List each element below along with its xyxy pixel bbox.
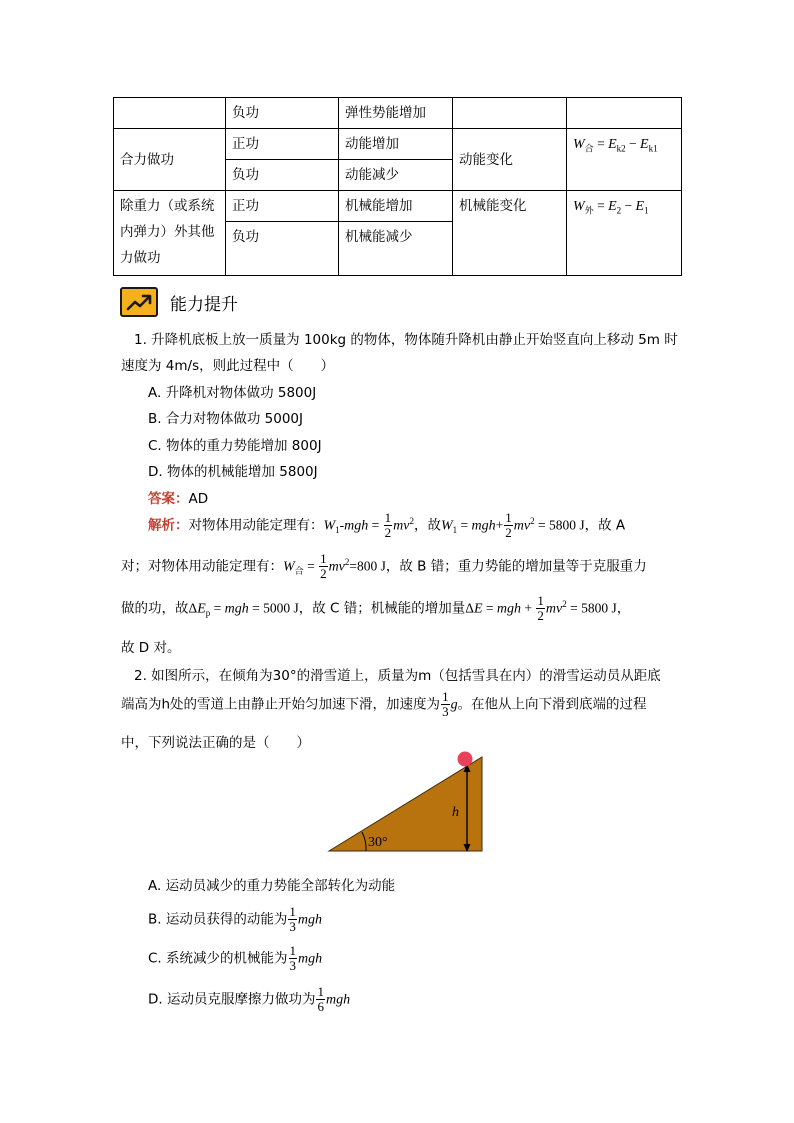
- frac-den: 3: [442, 704, 449, 719]
- table-cell: [453, 98, 567, 129]
- table-row: [114, 98, 682, 129]
- table-cell: 负功: [226, 222, 339, 276]
- analysis-label: 解析：: [148, 517, 189, 534]
- analysis-text: ，故 B 错；重力势能的增加量等于克服重力: [385, 558, 647, 575]
- q2-option-a: A. 运动员减少的重力势能全部转化为动能: [148, 878, 396, 894]
- frac-num: 1: [289, 904, 296, 919]
- analysis-text: 对物体用动能定理有：: [188, 517, 324, 534]
- mgh-term: mgh: [325, 992, 351, 1008]
- formula-cell-total-work: $W_合 = E_{k2} - E_{k1}$: [567, 129, 682, 191]
- analysis-text: 对；对物体用动能定理有：: [121, 558, 283, 575]
- angle-label: 30°: [368, 835, 388, 850]
- analysis-text: ，故: [414, 517, 441, 534]
- table-cell: 机械能变化: [453, 191, 567, 276]
- formula-cell-other-work: $W_外 = E_2 - E_1$: [567, 191, 682, 276]
- table-cell: 机械能增加: [339, 191, 453, 222]
- skier-ball: [458, 752, 473, 767]
- answer-value: AD: [188, 491, 209, 507]
- table-cell: 正功: [226, 129, 339, 160]
- table-cell: 机械能减少: [339, 222, 453, 276]
- q2-option-c: [148, 944, 322, 973]
- analysis-text: ，故 A: [584, 517, 626, 534]
- analysis-text: ，故 C 错；机械能的增加量: [298, 600, 466, 617]
- table-cell: 动能增加: [339, 129, 453, 160]
- frac-num: 1: [317, 984, 324, 999]
- q2-option-b: [148, 905, 322, 934]
- table-cell: 动能变化: [453, 129, 567, 191]
- stem-text: 端高为h处的雪道上由静止开始匀加速下滑，加速度为: [121, 696, 441, 713]
- option-text: C. 系统减少的机械能为: [148, 950, 288, 967]
- frac-den: 3: [289, 919, 296, 934]
- q2-stem-line3: 中，下列说法正确的是（ ）: [121, 735, 310, 751]
- frac-den: 6: [317, 999, 324, 1014]
- table-cell: 动能减少: [339, 160, 453, 191]
- trend-up-icon: [120, 287, 158, 317]
- height-label: h: [452, 805, 459, 820]
- q1-stem-line2: 速度为 4m/s，则此过程中（ ）: [121, 358, 335, 374]
- table-cell: 合力做功: [114, 129, 226, 191]
- analysis-text: 做的功，故: [121, 600, 189, 617]
- q1-option-b: B. 合力对物体做功 5000J: [148, 411, 303, 427]
- q1-answer: [148, 487, 208, 507]
- q1-analysis-line3: 做的功，故$\Delta E_p$ = mgh = 5000 J，故 C 错；机械能的增加量ΔE = mgh + $\frac{1}{2}$ $mv^2 = 5800$ J，: [121, 593, 631, 623]
- incline-figure: [326, 748, 488, 854]
- energy-work-table: [113, 97, 682, 276]
- stem-text: 。在他从上向下滑到底端的过程: [457, 696, 647, 713]
- mgh-term: mgh: [298, 951, 323, 967]
- mgh-term: mgh: [297, 912, 322, 928]
- table-cell: [114, 98, 226, 129]
- q1-analysis-line2: 对；对物体用动能定理有：$W_合$ = $\frac{1}{2}$ $mv^2=800$ J，故 B 错；重力势能的增加量等于克服重力: [121, 551, 647, 581]
- option-text: B. 运动员获得的动能为: [148, 911, 288, 928]
- table-cell: 负功: [226, 98, 339, 129]
- q1-analysis-line4: 故 D 对。: [121, 640, 181, 656]
- table-cell: 弹性势能增加: [339, 98, 453, 129]
- incline-slope: [329, 757, 482, 851]
- q2-stem-line2: 端高为h处的雪道上由静止开始匀加速下滑，加速度为 $\frac{1}{3}$ g。在他从上向下滑到底端的过程: [121, 689, 647, 719]
- frac-num: 1: [442, 689, 449, 704]
- table-cell: 除重力（或系统内弹力）外其他力做功: [114, 191, 226, 276]
- table-row: [114, 191, 682, 222]
- q2-option-d: [148, 985, 350, 1014]
- answer-label: 答案：: [148, 491, 189, 507]
- table-row: [114, 129, 682, 160]
- frac-num: 1: [289, 943, 297, 958]
- q1-analysis-line1: 解析：对物体用动能定理有：$W_1$-mgh = $\frac{1}{2}$ $mv^2$，故$W_1 = mgh+$ $\frac{1}{2}$ $mv^2 = 5800$ J，故 A: [148, 510, 626, 540]
- option-text: D. 运动员克服摩擦力做功为: [148, 991, 316, 1008]
- q1-option-a: A. 升降机对物体做功 5800J: [148, 385, 317, 401]
- q1-stem-line1: 1. 升降机底板上放一质量为 100kg 的物体，物体随升降机由静止开始竖直向上移动 5m 时: [134, 332, 678, 348]
- q1-option-c: C. 物体的重力势能增加 800J: [148, 438, 322, 454]
- table-cell: [567, 98, 682, 129]
- section-title: 能力提升: [170, 295, 238, 315]
- frac-den: 3: [289, 958, 297, 973]
- table-cell: 正功: [226, 191, 339, 222]
- q1-option-d: D. 物体的机械能增加 5800J: [148, 464, 318, 480]
- table-cell: 负功: [226, 160, 339, 191]
- q2-stem-line1: 2. 如图所示，在倾角为30°的滑雪道上，质量为m（包括雪具在内）的滑雪运动员从距底: [134, 668, 661, 684]
